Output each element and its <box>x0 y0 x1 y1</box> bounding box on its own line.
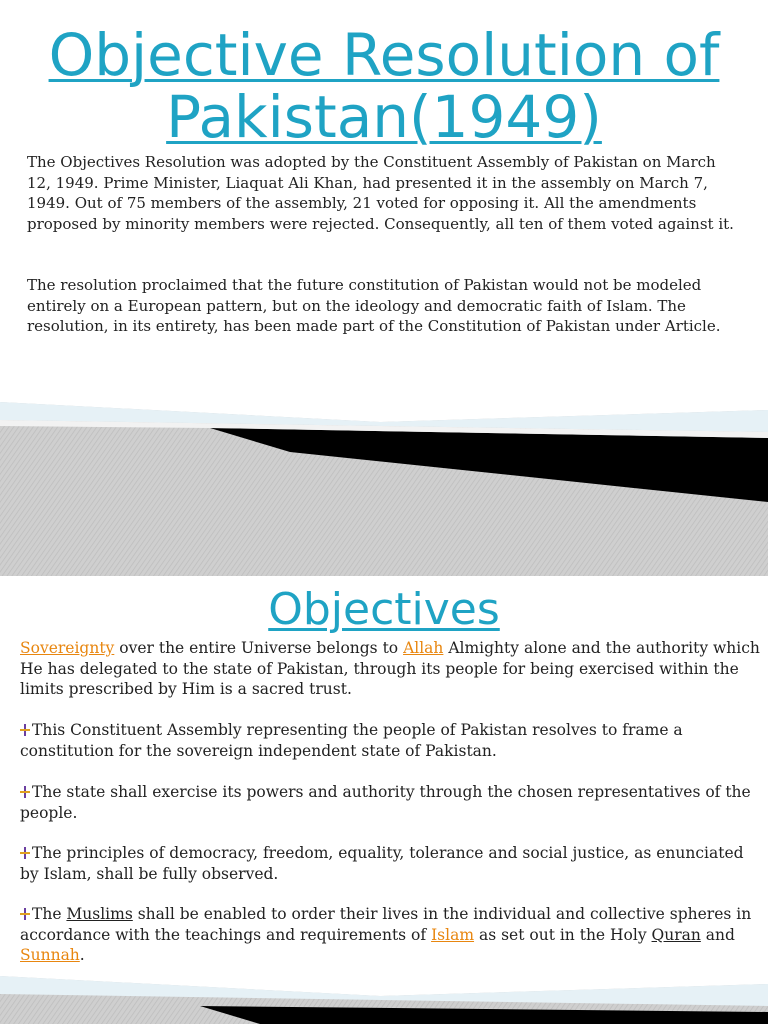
slide-separator-band <box>0 390 768 576</box>
bottom-separator-band <box>0 966 768 1024</box>
title-line-1: Objective Resolution of <box>48 21 720 89</box>
bullet-icon <box>20 908 30 920</box>
quran-link[interactable]: Quran <box>651 925 701 944</box>
slide-2 <box>0 576 768 966</box>
objectives-title: Objectives <box>268 584 500 635</box>
objective-item-4: The principles of democracy, freedom, equality, tolerance and social justice, as enunciated by Islam, shall be fully observed. <box>20 844 744 883</box>
objective-item-1: Sovereignty over the entire Universe belongs to Allah Almighty alone and the authority which He has delegated to the state of Pakistan, through its people for being exercised within the limits prescribed by Him is a sacred trust. <box>20 639 760 698</box>
title-line-2: Pakistan(1949) <box>166 83 602 151</box>
bullet-icon <box>20 786 30 798</box>
islam-link[interactable]: Islam <box>431 925 475 944</box>
bullet-icon <box>20 847 30 859</box>
slide-1 <box>0 0 768 390</box>
sunnah-link[interactable]: Sunnah <box>20 946 80 964</box>
objective-item-3: The state shall exercise its powers and authority through the chosen representatives of the people. <box>20 783 751 822</box>
resolution-paragraph: The resolution proclaimed that the future constitution of Pakistan would not be modeled entirely on a European pattern, but on the ideology and democratic faith of Islam. The resolution, in its entirety, has been made part of the Constitution of Pakistan under Article. <box>27 276 721 335</box>
muslims-link[interactable]: Muslims <box>66 905 133 923</box>
objective-item-2: This Constituent Assembly representing the people of Pakistan resolves to frame a constitution for the sovereign independent state of Pakistan. <box>20 721 683 760</box>
intro-paragraph: The Objectives Resolution was adopted by the Constituent Assembly of Pakistan on March 12, 1949. Prime Minister, Liaquat Ali Khan, had presented it in the assembly on March 7, 1949. Out of 75 members of the assembly, 21 voted for opposing it. All the amendments proposed by minority members were rejected. Consequently, all ten of them voted against it. <box>27 153 734 233</box>
slide-1-title <box>0 21 768 151</box>
bullet-icon <box>20 724 30 736</box>
objective-item-5: The Muslims shall be enabled to order their lives in the individual and collective spheres in accordance with the teachings and requirements of Islam as set out in the Holy Quran and Sunnah. <box>20 905 752 964</box>
sovereignty-link[interactable]: Sovereignty <box>20 639 115 657</box>
allah-link[interactable]: Allah <box>403 639 444 657</box>
